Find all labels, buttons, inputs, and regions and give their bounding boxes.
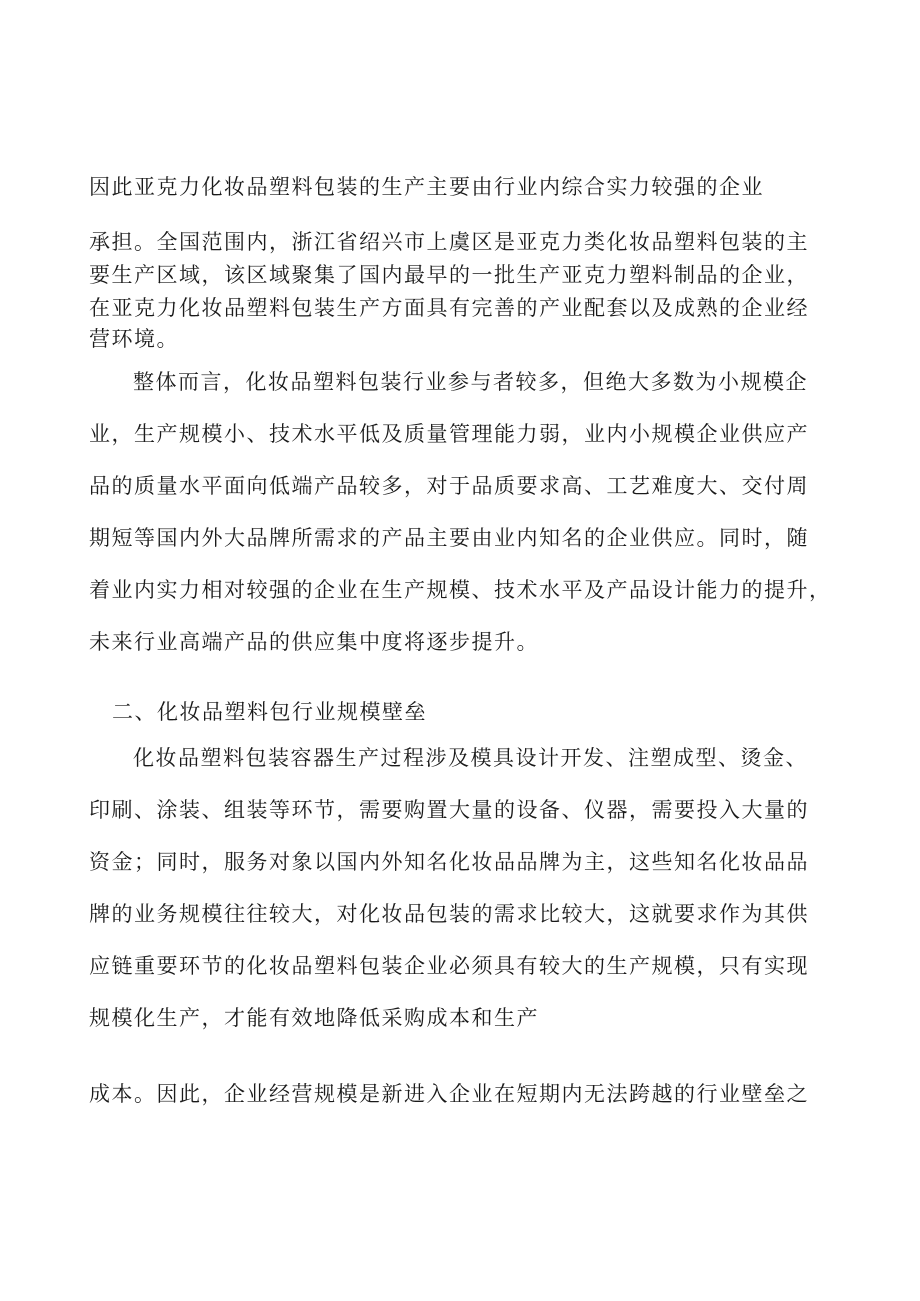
text-line: 要生产区域，该区域聚集了国内最早的一批生产亚克力塑料制品的企业， (89, 263, 809, 287)
section-heading: 二、化妆品塑料包行业规模壁垒 (112, 700, 427, 724)
text-line: 承担。全国范围内，浙江省绍兴市上虞区是亚克力类化妆品塑料包装的主 (89, 230, 809, 254)
paragraph-first-line: 整体而言，化妆品塑料包装行业参与者较多，但绝大多数为小规模企 (133, 370, 808, 394)
text-line: 着业内实力相对较强的企业在生产规模、技术水平及产品设计能力的提升， (89, 578, 832, 602)
text-line: 品的质量水平面向低端产品较多，对于品质要求高、工艺难度大、交付周 (89, 474, 809, 498)
text-line: 业，生产规模小、技术水平低及质量管理能力弱，业内小规模企业供应产 (89, 422, 809, 446)
text-line: 资金；同时，服务对象以国内外知名化妆品品牌为主，这些知名化妆品品 (89, 850, 809, 874)
text-line: 营环境。 (89, 327, 179, 351)
text-line: 规模化生产，才能有效地降低采购成本和生产 (89, 1006, 539, 1030)
text-line: 应链重要环节的化妆品塑料包装企业必须具有较大的生产规模，只有实现 (89, 954, 809, 978)
text-line: 期短等国内外大品牌所需求的产品主要由业内知名的企业供应。同时，随 (89, 526, 809, 550)
text-line: 成本。因此，企业经营规模是新进入企业在短期内无法跨越的行业壁垒之 (89, 1082, 809, 1106)
text-line: 因此亚克力化妆品塑料包装的生产主要由行业内综合实力较强的企业 (89, 175, 764, 199)
text-line: 印刷、涂装、组装等环节，需要购置大量的设备、仪器，需要投入大量的 (89, 798, 809, 822)
text-line: 牌的业务规模往往较大，对化妆品包装的需求比较大，这就要求作为其供 (89, 902, 809, 926)
text-line: 未来行业高端产品的供应集中度将逐步提升。 (89, 630, 539, 654)
paragraph-first-line: 化妆品塑料包装容器生产过程涉及模具设计开发、注塑成型、烫金、 (133, 746, 808, 770)
text-line: 在亚克力化妆品塑料包装生产方面具有完善的产业配套以及成熟的企业经 (89, 296, 809, 320)
